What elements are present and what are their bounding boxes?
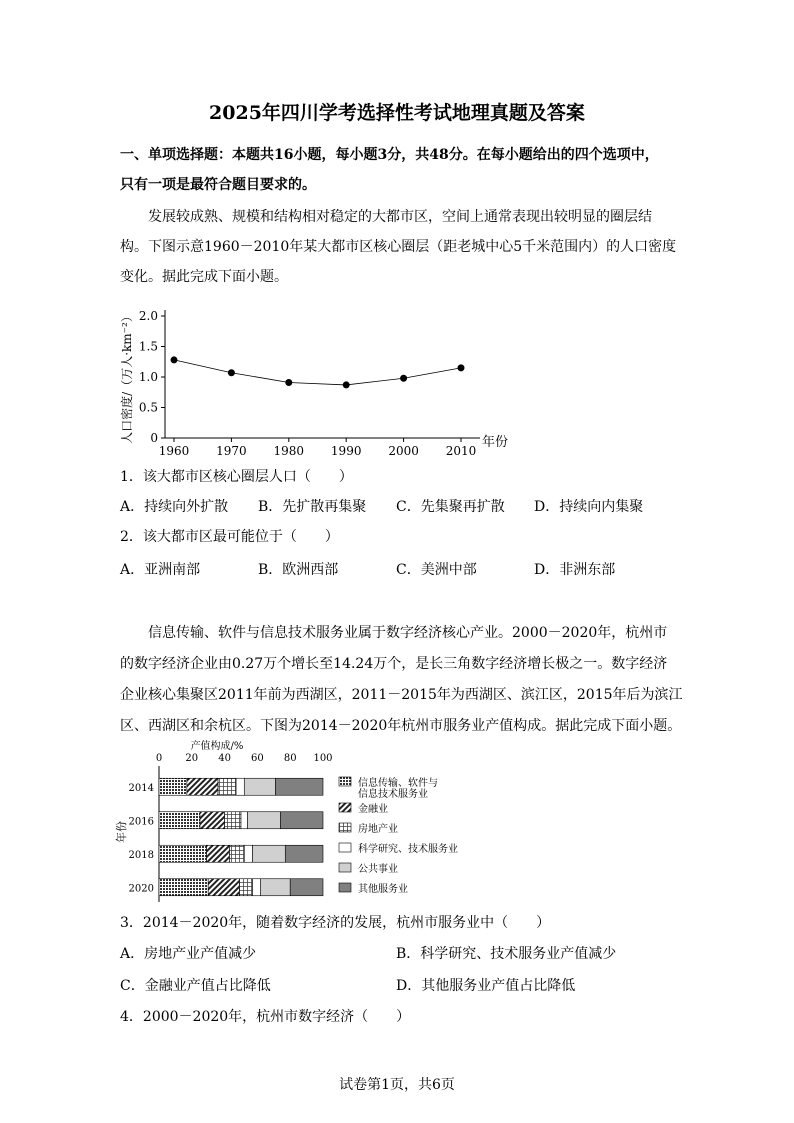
bar-segment (248, 812, 281, 829)
section-heading-line2: 只有一项是最符合题目要求的。 (120, 177, 316, 193)
q2-option-a[interactable]: A．亚洲南部 (120, 562, 201, 578)
x-tick-label: 1990 (330, 444, 362, 458)
passage2-line1: 信息传输、软件与信息技术服务业属于数字经济核心产业。2000－2020年，杭州市 (148, 625, 668, 641)
bar-segment (218, 778, 236, 795)
legend-label: 科学研究、技术服务业 (358, 844, 458, 855)
y-tick-label: 0.5 (138, 400, 158, 415)
bar-segment (225, 812, 241, 829)
bar-segment (252, 845, 285, 862)
service-output-chart (115, 738, 495, 908)
bar-segment (236, 778, 244, 795)
x-tick-label: 1960 (158, 444, 190, 458)
q1-stem: 1．该大都市区核心圈层人口（ ） (120, 469, 353, 485)
x-tick-label: 40 (218, 753, 231, 764)
legend-swatch (339, 883, 351, 892)
legend-label: 金融业 (358, 804, 388, 815)
y-axis-label: 年份 (115, 821, 128, 843)
bar-segment (261, 879, 291, 896)
data-point (285, 379, 292, 386)
y-tick-label: 1.5 (138, 339, 158, 354)
q3-option-b[interactable]: B．科学研究、技术服务业产值减少 (396, 946, 617, 962)
q2-option-d[interactable]: D．非洲东部 (534, 562, 616, 578)
x-tick-label: 60 (251, 753, 264, 764)
passage1-line1: 发展较成熟、规模和结构相对稳定的大都市区，空间上通常表现出较明显的圈层结 (148, 209, 652, 225)
bar-segment (285, 845, 323, 862)
page-footer: 试卷第1页，共6页 (339, 1077, 455, 1093)
bar-segment (239, 879, 252, 896)
bar-segment (159, 812, 200, 829)
q4-stem: 4．2000－2020年，杭州市数字经济（ ） (120, 1009, 411, 1025)
x-tick-label: 1970 (216, 444, 247, 458)
passage2-line2: 的数字经济企业由0.27万个增长至14.24万个，是长三角数字经济增长极之一。数字经济 (120, 656, 668, 672)
x-tick-label: 80 (283, 753, 297, 764)
bar-segment (230, 845, 245, 862)
category-label: 2016 (128, 816, 154, 828)
category-label: 2018 (128, 849, 154, 861)
bar-segment (187, 778, 218, 795)
legend-label: 公共事业 (358, 864, 398, 875)
x-tick-label: 0 (155, 753, 163, 764)
x-tick-label: 20 (185, 753, 199, 764)
category-label: 2014 (128, 782, 154, 794)
q2-option-c[interactable]: C．美洲中部 (396, 562, 477, 578)
q2-option-b[interactable]: B．欧洲西部 (258, 562, 339, 578)
legend-label: 信息技术服务业 (358, 789, 428, 800)
bar-segment (280, 812, 323, 829)
q3-option-a[interactable]: A．房地产业产值减少 (120, 946, 257, 962)
y-tick-label: 0 (150, 431, 158, 445)
q1-option-b[interactable]: B．先扩散再集聚 (258, 499, 367, 515)
legend-swatch (339, 863, 351, 872)
legend-label: 房地产业 (358, 824, 398, 835)
passage2-line4: 区、西湖区和余杭区。下图为2014－2020年杭州市服务业产值构成。据此完成下面小题。 (120, 718, 682, 734)
data-point (228, 369, 235, 376)
legend-label: 信息传输、软件与 (358, 778, 438, 789)
series-line (174, 360, 461, 385)
x-axis-label: 年份 (482, 435, 509, 450)
q1-option-a[interactable]: A．持续向外扩散 (120, 499, 229, 515)
legend-swatch (339, 777, 351, 786)
bar-segment (207, 845, 230, 862)
data-point (400, 375, 407, 382)
legend-swatch (339, 823, 351, 832)
bar-segment (244, 778, 275, 795)
data-point (458, 364, 465, 371)
x-tick-label: 2010 (445, 444, 477, 458)
legend-swatch (339, 843, 351, 852)
q3-option-c[interactable]: C．金融业产值占比降低 (120, 978, 271, 994)
page-title: 2025年四川学考选择性考试地理真题及答案 (209, 102, 585, 124)
q3-stem: 3．2014－2020年，随着数字经济的发展，杭州市服务业中（ ） (120, 915, 551, 931)
y-tick-label: 1.0 (138, 370, 158, 384)
passage2-line3: 企业核心集聚区2011年前为西湖区，2011－2015年为西湖区、滨江区，2015年后为滨江 (120, 687, 683, 703)
data-point (171, 356, 178, 363)
legend-label: 其他服务业 (358, 884, 408, 895)
chart-title: 产值构成/% (190, 741, 244, 752)
population-density-chart (115, 300, 535, 460)
x-tick-label: 100 (313, 753, 333, 764)
bar-segment (208, 879, 239, 896)
y-tick-label: 2.0 (138, 309, 158, 323)
bar-segment (252, 879, 260, 896)
passage1-line2: 构。下图示意1960－2010年某大都市区核心圈层（距老城中心5千米范围内）的人口密度 (120, 239, 677, 255)
x-tick-label: 1980 (273, 444, 305, 458)
q3-option-d[interactable]: D．其他服务业产值占比降低 (396, 978, 576, 994)
q1-option-d[interactable]: D．持续向内集聚 (534, 499, 644, 515)
q2-stem: 2．该大都市区最可能位于（ ） (120, 529, 339, 545)
x-tick-label: 2000 (388, 444, 419, 458)
bar-segment (159, 778, 187, 795)
bar-segment (290, 879, 323, 896)
bar-segment (159, 879, 208, 896)
bar-segment (244, 845, 252, 862)
bar-segment (275, 778, 323, 795)
bar-segment (159, 845, 207, 862)
category-label: 2020 (128, 883, 154, 895)
q1-option-c[interactable]: C．先集聚再扩散 (396, 499, 505, 515)
passage1-line3: 变化。据此完成下面小题。 (120, 269, 288, 285)
bar-segment (200, 812, 225, 829)
bar-segment (241, 812, 248, 829)
y-axis-label: 人口密度/（万人·km⁻²） (120, 310, 134, 444)
legend-swatch (339, 803, 351, 812)
data-point (343, 381, 350, 388)
section-heading-line1: 一、单项选择题：本题共16小题，每小题3分，共48分。在每小题给出的四个选项中， (120, 147, 659, 163)
